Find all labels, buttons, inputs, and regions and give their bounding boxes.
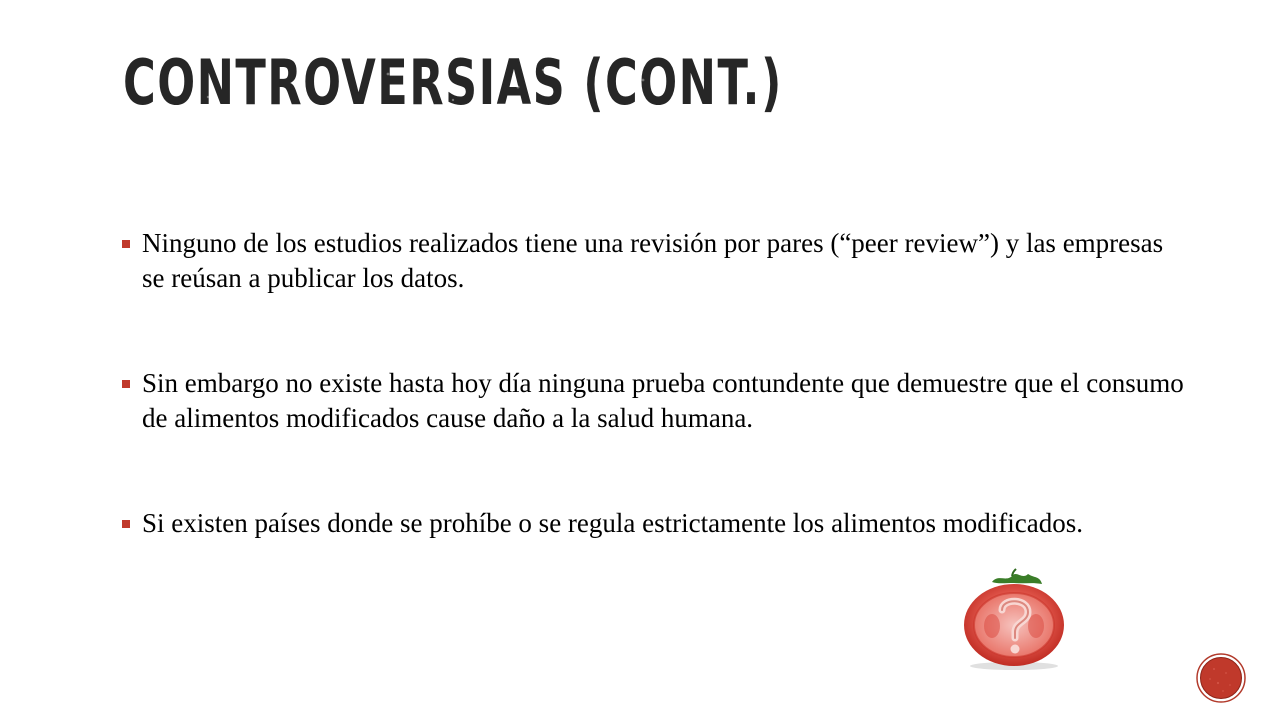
bullet-item — [120, 506, 1190, 541]
slide-title: CONTROVERSIAS (CONT.) — [123, 46, 783, 119]
bullet-list — [120, 226, 1190, 541]
bullet-item — [120, 366, 1190, 436]
tomato-question-mark-icon — [952, 568, 1076, 672]
square-bullet-icon — [122, 240, 130, 248]
square-bullet-icon — [122, 380, 130, 388]
bullet-item — [120, 226, 1190, 296]
nav-circle-button[interactable] — [1196, 653, 1246, 703]
bullet-text: Sin embargo no existe hasta hoy día ninguna prueba contundente que demuestre que el consumo de alimentos modificados cause daño a la salud humana. — [142, 368, 1184, 433]
bullet-text: Ninguno de los estudios realizados tiene una revisión por pares (“peer review”) y las empresas se reúsan a publicar los datos. — [142, 228, 1164, 293]
bullet-text: Si existen países donde se prohíbe o se regula estrictamente los alimentos modificados. — [142, 508, 1084, 538]
square-bullet-icon — [122, 520, 130, 528]
